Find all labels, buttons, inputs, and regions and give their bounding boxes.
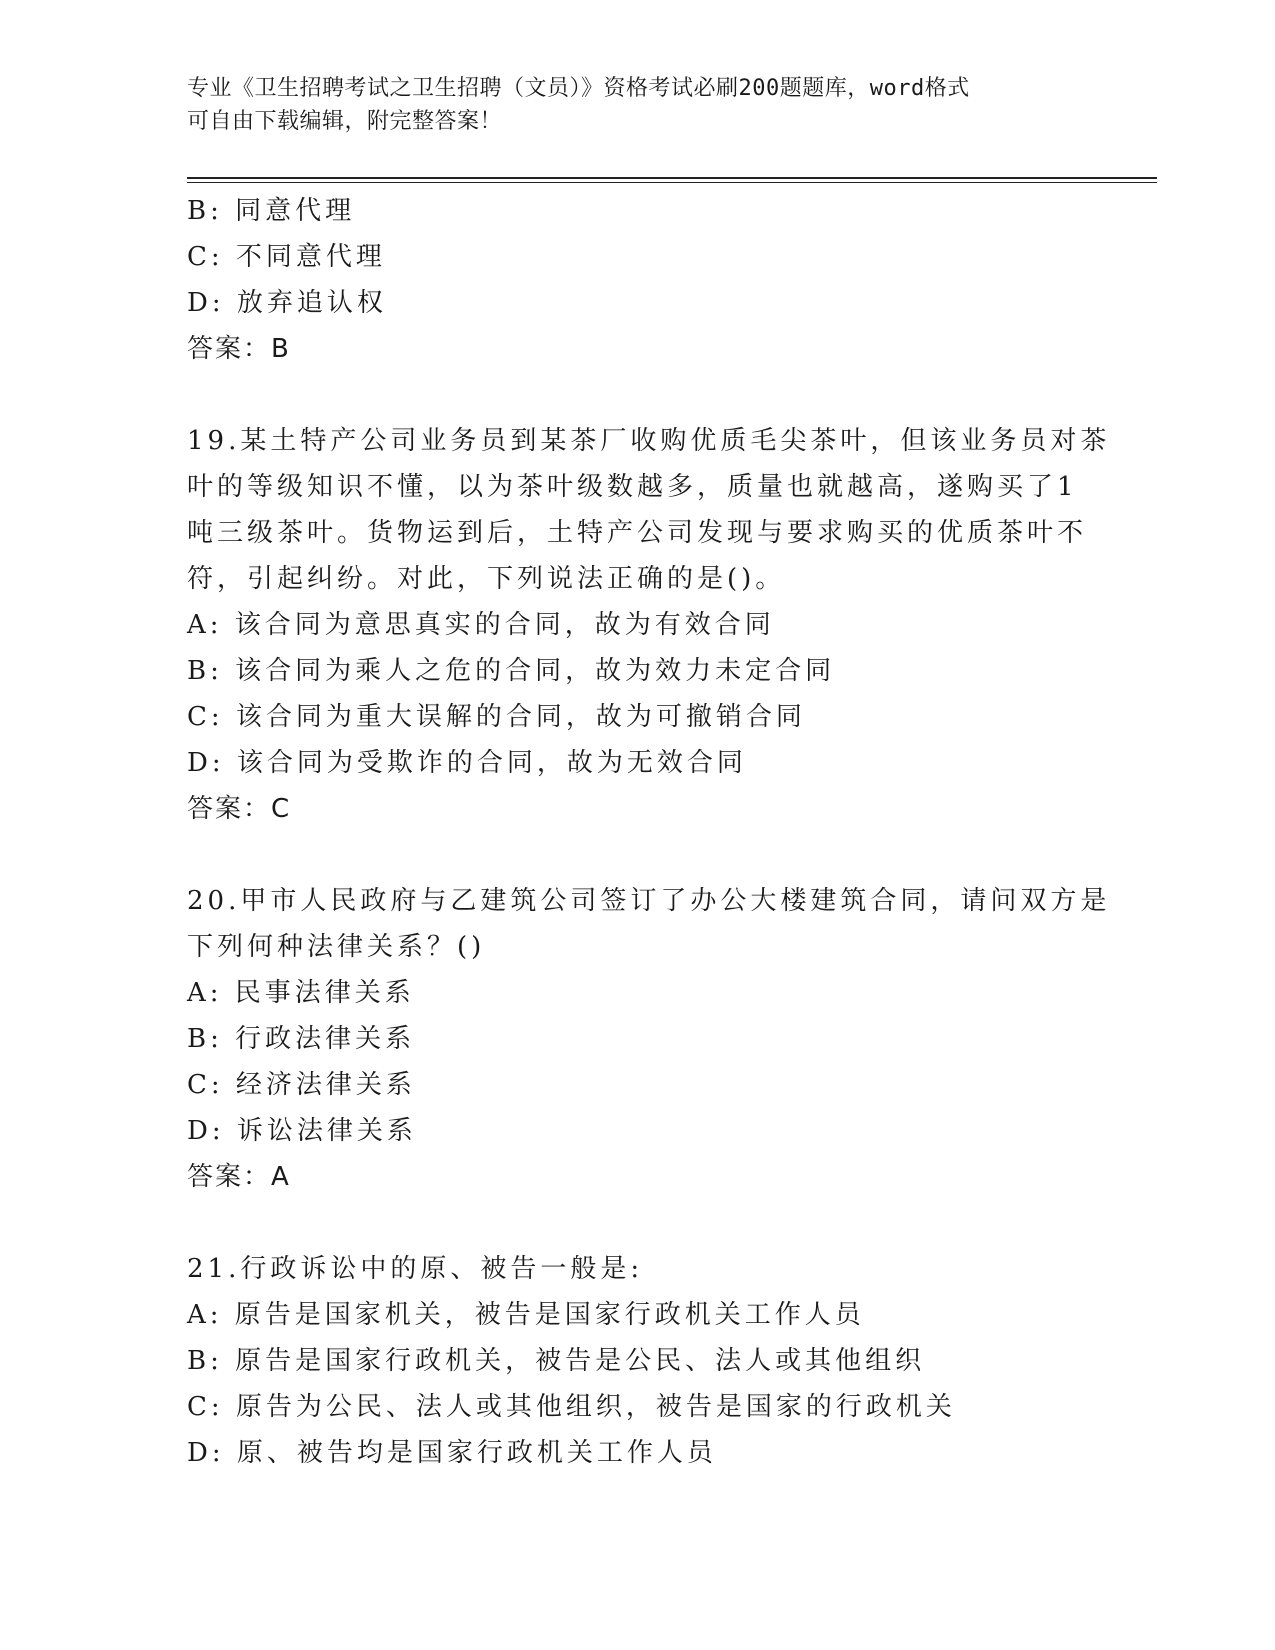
option-d: D: 原、被告均是国家行政机关工作人员 — [187, 1438, 717, 1468]
answer-line: 答案：B — [187, 334, 291, 364]
answer-line: 答案：C — [187, 794, 292, 824]
option-b: B: 行政法律关系 — [187, 1024, 416, 1054]
option-b: B: 原告是国家行政机关，被告是公民、法人或其他组织 — [187, 1346, 926, 1376]
option-b: B: 该合同为乘人之危的合同，故为效力未定合同 — [187, 656, 836, 686]
header-divider-thick — [187, 177, 1157, 179]
question-text-line: 叶的等级知识不懂，以为茶叶级数越多，质量也就越高，遂购买了1 — [187, 472, 1078, 502]
header-line-1: 专业《卫生招聘考试之卫生招聘（文员）》资格考试必刷200题题库，word格式 — [187, 76, 970, 101]
header-divider-thin — [187, 182, 1157, 183]
question-text-line: 符，引起纠纷。对此，下列说法正确的是()。 — [187, 564, 786, 594]
question-text-line: 20.甲市人民政府与乙建筑公司签订了办公大楼建筑合同，请问双方是 — [187, 886, 1111, 916]
question-21-block — [187, 1246, 1087, 1476]
question-content — [187, 188, 1111, 1476]
option-c: C: 不同意代理 — [187, 242, 386, 272]
option-b: B: 同意代理 — [187, 196, 356, 226]
header-line-2: 可自由下载编辑，附完整答案！ — [187, 109, 503, 134]
option-d: D: 诉讼法律关系 — [187, 1116, 417, 1146]
question-text-line: 19.某土特产公司业务员到某茶厂收购优质毛尖茶叶，但该业务员对茶 — [187, 426, 1111, 456]
question-text-line: 21.行政诉讼中的原、被告一般是: — [187, 1254, 644, 1284]
question-20-block — [187, 878, 1111, 1200]
option-d: D: 该合同为受欺诈的合同，故为无效合同 — [187, 748, 747, 778]
option-a: A: 民事法律关系 — [187, 978, 415, 1008]
question-text-line: 吨三级茶叶。货物运到后，土特产公司发现与要求购买的优质茶叶不 — [187, 518, 1088, 548]
option-c: C: 经济法律关系 — [187, 1070, 416, 1100]
question-19-block — [187, 418, 1111, 832]
question-text-line: 下列何种法律关系？() — [187, 932, 486, 962]
option-d: D: 放弃追认权 — [187, 288, 387, 318]
answer-line: 答案：A — [187, 1162, 291, 1192]
option-c: C: 该合同为重大误解的合同，故为可撤销合同 — [187, 702, 806, 732]
document-header — [187, 72, 1087, 138]
option-a: A: 原告是国家机关，被告是国家行政机关工作人员 — [187, 1300, 865, 1330]
option-a: A: 该合同为意思真实的合同，故为有效合同 — [187, 610, 775, 640]
option-c: C: 原告为公民、法人或其他组织，被告是国家的行政机关 — [187, 1392, 956, 1422]
prev-question-block — [187, 188, 1087, 372]
